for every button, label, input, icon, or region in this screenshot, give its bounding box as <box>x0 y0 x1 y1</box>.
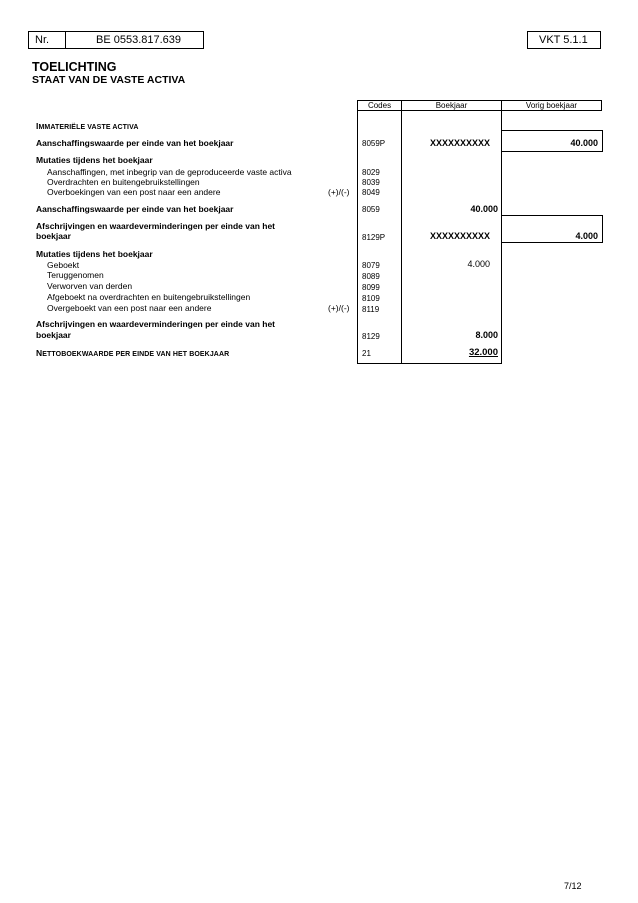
nr-label: Nr. <box>35 34 50 46</box>
col-header-previous: Vorig boekjaar <box>501 100 602 111</box>
col-line-codes-left <box>357 110 358 364</box>
row-mut2-b-label: Teruggenomen <box>47 270 104 280</box>
form-code-box <box>527 31 601 49</box>
row-net-label: NETTOBOEKWAARDE PER EINDE VAN HET BOEKJAAR <box>36 348 230 358</box>
col-header-current: Boekjaar <box>401 100 502 111</box>
prev-box-bottom-1 <box>501 151 603 152</box>
row-mut2-c-code: 8099 <box>362 283 380 292</box>
row-dep-end-current: 8.000 <box>475 330 498 340</box>
row-dep-prev-label-2: boekjaar <box>36 231 71 241</box>
form-code: VKT 5.1.1 <box>539 34 588 46</box>
row-mut2-e-label: Overgeboekt van een post naar een andere <box>47 303 212 313</box>
row-mut2-d-code: 8109 <box>362 294 380 303</box>
row-acq-end-code: 8059 <box>362 205 380 214</box>
row-dep-end-label-1: Afschrijvingen en waardeverminderingen per einde van het <box>36 319 276 329</box>
col-line-codes-right <box>401 110 402 364</box>
row-acq-prev-code: 8059P <box>362 139 386 148</box>
row-mut1-a-label: Aanschaffingen, met inbegrip van de geproduceerde vaste activa <box>47 167 292 177</box>
row-mut1-c-label: Overboekingen van een post naar een andere <box>47 187 221 197</box>
prev-box-bottom-2 <box>501 242 603 243</box>
row-mut2-e-code: 8119 <box>362 305 380 314</box>
row-mut1-b-label: Overdrachten en buitengebruikstellingen <box>47 177 200 187</box>
company-number: BE 0553.817.639 <box>96 34 182 46</box>
row-mut2-c-label: Verworven van derden <box>47 281 133 291</box>
row-mut2-a-label: Geboekt <box>47 260 80 270</box>
row-dep-prev-label-1: Afschrijvingen en waardeverminderingen per einde van het <box>36 221 276 231</box>
prev-box-top-2 <box>501 215 603 216</box>
company-number-box <box>65 31 204 49</box>
row-sep-1 <box>32 151 357 152</box>
row-mut1-b-code: 8039 <box>362 178 380 187</box>
row-mut2-b-code: 8089 <box>362 272 380 281</box>
row-acq-prev-current: XXXXXXXXXX <box>430 138 491 148</box>
row-mut2-a-current: 4.000 <box>467 259 490 269</box>
row-net-current: 32.000 <box>468 347 498 358</box>
page-subtitle: STAAT VAN DE VASTE ACTIVA <box>32 74 186 86</box>
row-mut1-a-code: 8029 <box>362 168 380 177</box>
row-net-code: 21 <box>362 349 371 358</box>
net-bottom-line <box>357 363 502 364</box>
row-dep-end-code: 8129 <box>362 332 380 341</box>
row-mut2-title: Mutaties tijdens het boekjaar <box>36 249 153 259</box>
row-mut1-title: Mutaties tijdens het boekjaar <box>36 155 153 165</box>
row-mut2-e-sign: (+)/(-) <box>328 303 350 313</box>
col-line-previous-right-2 <box>602 215 603 242</box>
page-number: 7/12 <box>564 881 582 891</box>
row-dep-prev-previous: 4.000 <box>575 231 598 241</box>
row-mut1-c-code: 8049 <box>362 188 380 197</box>
row-mut2-a-code: 8079 <box>362 261 380 270</box>
row-acq-end-current: 40.000 <box>470 204 498 214</box>
row-acq-prev-label: Aanschaffingswaarde per einde van het boekjaar <box>36 138 234 148</box>
row-dep-prev-current: XXXXXXXXXX <box>430 231 491 241</box>
row-mut2-d-label: Afgeboekt na overdrachten en buitengebruikstellingen <box>47 292 251 302</box>
col-header-codes: Codes <box>357 100 402 111</box>
prev-box-top-1 <box>501 130 603 131</box>
row-acq-prev-previous: 40.000 <box>570 138 598 148</box>
section-title: IMMATERIËLE VASTE ACTIVA <box>36 121 139 131</box>
col-line-previous-right-1 <box>602 130 603 152</box>
row-mut1-c-sign: (+)/(-) <box>328 187 350 197</box>
row-dep-end-label-2: boekjaar <box>36 330 71 340</box>
col-line-previous-left-1 <box>501 130 502 152</box>
row-dep-prev-code: 8129P <box>362 233 386 242</box>
page-title: TOELICHTING <box>32 60 117 74</box>
nr-label-box <box>28 31 66 49</box>
row-acq-end-label: Aanschaffingswaarde per einde van het boekjaar <box>36 204 234 214</box>
